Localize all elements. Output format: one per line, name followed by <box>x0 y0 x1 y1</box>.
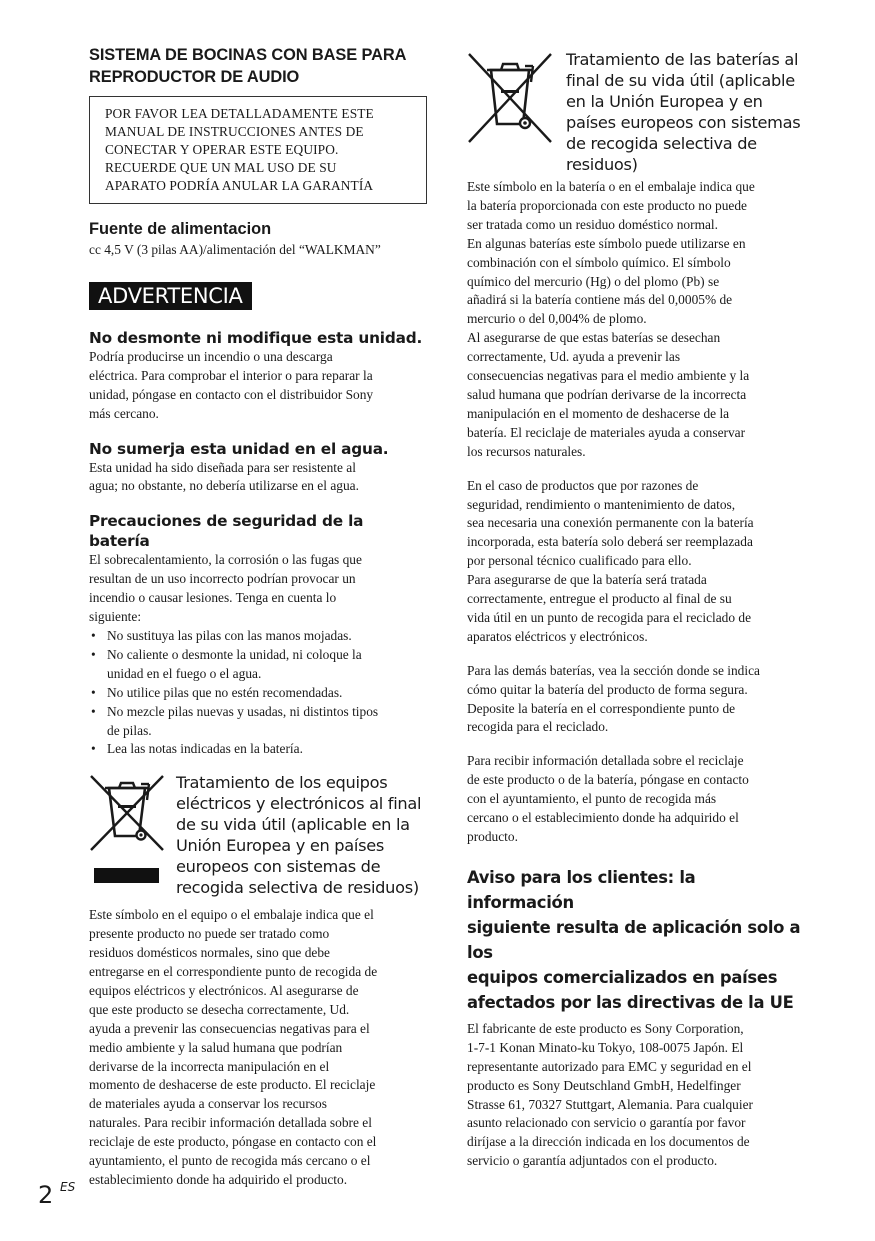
section-water <box>89 439 427 497</box>
notice-line: RECUERDE QUE UN MAL USO DE SU <box>105 160 337 175</box>
text-line: Este símbolo en el equipo o el embalaje indica que el <box>89 907 374 923</box>
battery-paragraph-2 <box>467 477 807 647</box>
page-language-code: ES <box>60 1180 76 1194</box>
battery-title: Tratamiento de las baterías al final de su vida útil (aplicable en la Unión Europea y en países europeos con sistemas de recogida selectiva de residuos) <box>566 50 801 174</box>
text-line: vida útil en un punto de recogida para el reciclado de <box>467 609 752 625</box>
bullet-item: • Lea las notas indicadas en la batería. <box>89 740 427 759</box>
crossed-out-wheelie-bin-icon <box>467 52 553 144</box>
left-column <box>89 44 427 1190</box>
text-line: Strasse 61, 70327 Stuttgart, Alemania. Para cualquier <box>467 1096 753 1112</box>
text-line: unidad, póngase en contacto con el distribuidor Sony <box>89 386 374 402</box>
text-line: El fabricante de este producto es Sony Corporation, <box>467 1020 744 1036</box>
text-line: Este símbolo en la batería o en el embalaje indica que <box>467 179 755 194</box>
text-line: más cercano. <box>89 405 159 421</box>
text-line: residuos domésticos normales, sino que debe <box>89 945 330 961</box>
weee-body <box>89 906 427 1190</box>
bullet-item: • No sustituya las pilas con las manos mojadas. <box>89 627 427 646</box>
text-line: En el caso de productos que por razones de <box>467 477 699 493</box>
main-title <box>89 44 427 88</box>
text-line: ser tratada como un residuo doméstico normal. <box>467 216 719 232</box>
eu-notice-body <box>467 1020 807 1171</box>
power-text: cc 4,5 V (3 pilas AA)/alimentación del “WALKMAN” <box>89 242 381 257</box>
text-line: producto es Sony Deutschland GmbH, Hedelfinger <box>467 1077 741 1093</box>
text-line: combinación con el símbolo químico. El símbolo <box>467 254 731 270</box>
notice-box <box>89 96 427 204</box>
text-line: representante autorizado para EMC y seguridad en el <box>467 1058 752 1074</box>
section-heading: No sumerja esta unidad en el agua. <box>89 439 389 458</box>
text-line: cómo quitar la batería del producto de forma segura. <box>467 681 748 697</box>
text-line: salud humana que podrían derivarse de la incorrecta <box>467 386 747 402</box>
battery-section-header <box>467 44 807 178</box>
battery-paragraph-3 <box>467 662 807 738</box>
page-number: 2 <box>38 1181 54 1209</box>
text-line: Esta unidad ha sido diseñada para ser resistente al <box>89 459 356 475</box>
main-title-line: REPRODUCTOR DE AUDIO <box>89 68 300 86</box>
text-line: naturales. Para recibir información detallada sobre el <box>89 1115 372 1131</box>
right-column <box>467 44 807 1171</box>
text-line: correctamente, entregue el producto al final de su <box>467 591 732 607</box>
notice-line: APARATO PODRÍA ANULAR LA GARANTÍA <box>105 178 374 193</box>
text-line: la batería proporcionada con este producto no puede <box>467 197 747 213</box>
text-line: por personal técnico cualificado para ello. <box>467 553 692 569</box>
text-line: resultan de un uso incorrecto podrían provocar un <box>89 571 356 587</box>
text-line: entregarse en el correspondiente punto de recogida de <box>89 964 378 980</box>
text-line: Para recibir información detallada sobre el reciclaje <box>467 753 744 769</box>
text-line: equipos eléctricos y electrónicos. Al asegurarse de <box>89 982 359 998</box>
notice-line: MANUAL DE INSTRUCCIONES ANTES DE <box>105 124 364 139</box>
notice-line: POR FAVOR LEA DETALLADAMENTE ESTE <box>105 106 374 121</box>
text-line: químico del mercurio (Hg) o del plomo (Pb) se <box>467 273 720 289</box>
text-line: derivarse de la incorrecta manipulación en el <box>89 1058 330 1074</box>
weee-title: Tratamiento de los equipos eléctricos y electrónicos al final de su vida útil (aplicable en la Unión Europea y en países europeos con sistemas de recogida selectiva de residuos) <box>176 773 422 898</box>
text-line: Para las demás baterías, vea la sección donde se indica <box>467 662 760 678</box>
bullet-list <box>89 627 427 759</box>
warning-label: ADVERTENCIA <box>89 282 252 310</box>
text-line: 1-7-1 Konan Minato-ku Tokyo, 108-0075 Japón. El <box>467 1039 744 1055</box>
section-heading: No desmonte ni modifique esta unidad. <box>89 328 423 347</box>
bullet-item: • No mezcle pilas nuevas y usadas, ni distintos tipos de pilas. <box>89 703 427 741</box>
text-line: aparatos eléctricos y electrónicos. <box>467 628 648 644</box>
text-line: eléctrica. Para comprobar el interior o para reparar la <box>89 367 373 383</box>
section-heading: Precauciones de seguridad de la batería <box>89 512 364 551</box>
main-title-line: SISTEMA DE BOCINAS CON BASE PARA <box>89 46 407 64</box>
text-line: presente producto no puede ser tratado como <box>89 926 330 942</box>
text-line: consecuencias negativas para el medio ambiente y la <box>467 368 750 384</box>
text-line: establecimiento donde ha adquirido el producto. <box>89 1172 348 1187</box>
text-line: incorporada, esta batería solo deberá ser reemplazada <box>467 534 753 550</box>
text-line: incendio o causar lesiones. Tenga en cuenta lo <box>89 590 337 606</box>
text-line: asunto relacionado con servicio o garantía por favor <box>467 1115 746 1131</box>
battery-paragraph-1 <box>467 178 807 462</box>
bullet-item: • No utilice pilas que no estén recomendadas. <box>89 684 427 703</box>
section-disassembly <box>89 328 427 424</box>
text-line: de este producto o de la batería, póngase en contacto <box>467 772 749 788</box>
text-line: siguiente: <box>89 609 142 625</box>
text-line: diríjase a la dirección indicada en los documentos de <box>467 1134 750 1150</box>
text-line: ayuntamiento, el punto de recogida más cercano o el <box>89 1153 371 1169</box>
text-line: Al asegurarse de que estas baterías se desechan <box>467 330 721 346</box>
battery-paragraph-4 <box>467 752 807 847</box>
text-line: recogida para el reciclado. <box>467 719 609 735</box>
text-line: momento de deshacerse de este producto. El reciclaje <box>89 1077 376 1093</box>
text-line: sea necesaria una conexión permanente con la batería <box>467 515 754 531</box>
text-line: Para asegurarse de que la batería será tratada <box>467 572 707 588</box>
text-line: correctamente, Ud. ayuda a prevenir las <box>467 349 681 365</box>
bullet-item: • No caliente o desmonte la unidad, ni coloque la unidad en el fuego o el agua. <box>89 646 427 684</box>
text-line: de materiales ayuda a conservar los recursos <box>89 1096 327 1112</box>
power-title: Fuente de alimentacion <box>89 220 272 238</box>
text-line: ayuda a prevenir las consecuencias negativas para el <box>89 1020 370 1036</box>
text-line: El sobrecalentamiento, la corrosión o las fugas que <box>89 552 362 568</box>
text-line: Deposite la batería en el correspondiente punto de <box>467 700 736 716</box>
text-line: manipulación en el momento de deshacerse de la <box>467 405 730 421</box>
eu-notice-heading: Aviso para los clientes: la información siguiente resulta de aplicación solo a los equipos comercializados en países afectados por las directivas de la UE <box>467 867 801 1012</box>
section-battery-safety <box>89 511 427 759</box>
text-line: medio ambiente y la salud humana que podrían <box>89 1039 343 1055</box>
text-line: añadirá si la batería contiene más del 0,0005% de <box>467 292 733 308</box>
text-line: con el ayuntamiento, el punto de recogida más <box>467 791 717 807</box>
text-line: servicio o garantía adjuntados con el producto. <box>467 1153 718 1169</box>
text-line: los recursos naturales. <box>467 443 586 459</box>
text-line: agua; no obstante, no debería utilizarse en el agua. <box>89 478 359 494</box>
text-line: mercurio o del 0,004% de plomo. <box>467 311 647 327</box>
text-line: que este producto se desecha correctamente, Ud. <box>89 1001 350 1017</box>
text-line: reciclaje de este producto, póngase en contacto con el <box>89 1134 377 1150</box>
text-line: cercano o el establecimiento donde ha adquirido el <box>467 810 739 826</box>
text-line: producto. <box>467 829 518 844</box>
text-line: seguridad, rendimiento o mantenimiento de datos, <box>467 496 736 512</box>
crossed-out-wheelie-bin-icon <box>89 774 165 886</box>
text-line: En algunas baterías este símbolo puede utilizarse en <box>467 235 746 251</box>
text-line: Podría producirse un incendio o una descarga <box>89 348 333 364</box>
weee-section-header <box>89 772 427 898</box>
text-line: batería. El reciclaje de materiales ayuda a conservar <box>467 424 746 440</box>
notice-line: CONECTAR Y OPERAR ESTE EQUIPO. <box>105 142 339 157</box>
